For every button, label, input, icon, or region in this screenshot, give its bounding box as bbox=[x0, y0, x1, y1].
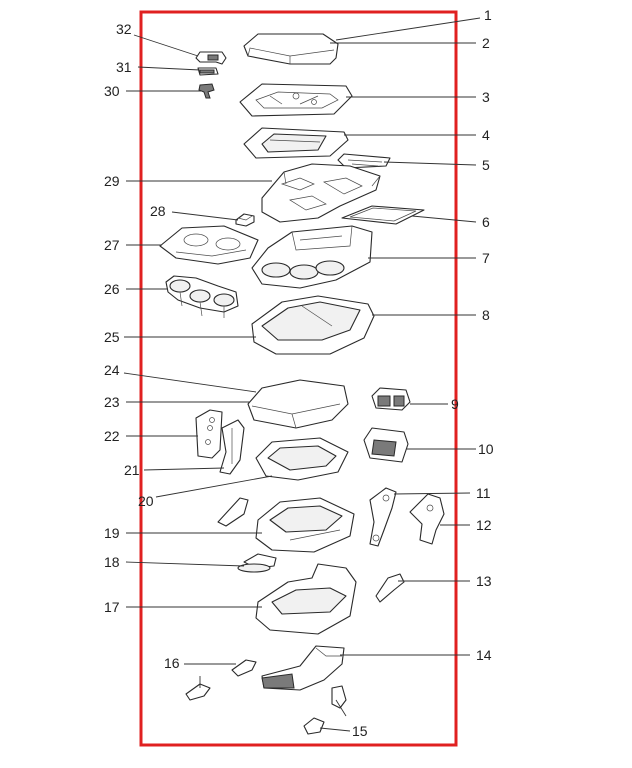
callout-30: 30 bbox=[104, 83, 120, 99]
part-link-arm bbox=[218, 498, 248, 526]
part-28-block bbox=[236, 214, 254, 226]
callout-13: 13 bbox=[476, 573, 492, 589]
callout-26: 26 bbox=[104, 281, 120, 297]
diagram-frame bbox=[141, 12, 456, 745]
callout-1: 1 bbox=[484, 7, 492, 23]
callout-25: 25 bbox=[104, 329, 120, 345]
callout-7: 7 bbox=[482, 250, 490, 266]
callout-15: 15 bbox=[352, 723, 368, 739]
part-14-duct bbox=[262, 646, 344, 690]
callout-20: 20 bbox=[138, 493, 154, 509]
part-21-bracket bbox=[220, 420, 244, 474]
part-31-latch-block bbox=[198, 68, 218, 75]
callout-3: 3 bbox=[482, 89, 490, 105]
part-11-hinge-arm bbox=[370, 488, 396, 546]
callout-17: 17 bbox=[104, 599, 120, 615]
callout-24: 24 bbox=[104, 362, 120, 378]
callout-2: 2 bbox=[482, 35, 490, 51]
callout-21: 21 bbox=[124, 462, 140, 478]
part-16-brackets bbox=[186, 660, 256, 700]
part-18-pad bbox=[238, 554, 276, 572]
part-23-armrest-pad bbox=[248, 380, 348, 428]
callout-31: 31 bbox=[116, 59, 132, 75]
part-12-hinge-bracket bbox=[410, 494, 444, 544]
part-22-mounting-plate bbox=[196, 410, 222, 458]
callout-29: 29 bbox=[104, 173, 120, 189]
callout-6: 6 bbox=[482, 214, 490, 230]
part-19-base-housing bbox=[256, 498, 354, 552]
callout-19: 19 bbox=[104, 525, 120, 541]
part-4-lid-frame bbox=[244, 128, 348, 158]
part-13-bracket bbox=[376, 574, 404, 602]
callout-18: 18 bbox=[104, 554, 120, 570]
part-17-lower-bin bbox=[256, 564, 356, 634]
callout-27: 27 bbox=[104, 237, 120, 253]
callout-23: 23 bbox=[104, 394, 120, 410]
callout-9: 9 bbox=[451, 396, 459, 412]
part-7-bin-housing bbox=[252, 226, 372, 288]
callout-12: 12 bbox=[476, 517, 492, 533]
callout-4: 4 bbox=[482, 127, 490, 143]
part-6-mat bbox=[342, 206, 424, 224]
part-26-cupholders bbox=[166, 276, 238, 318]
part-2-armrest-top-cover bbox=[244, 34, 338, 64]
part-10-latch-assembly bbox=[364, 428, 408, 462]
callout-11: 11 bbox=[476, 485, 491, 501]
callout-14: 14 bbox=[476, 647, 492, 663]
callout-16: 16 bbox=[164, 655, 180, 671]
part-27-cupholder-tray bbox=[160, 226, 258, 264]
callout-28: 28 bbox=[150, 203, 166, 219]
part-3-lid-inner-panel bbox=[240, 84, 352, 116]
callout-8: 8 bbox=[482, 307, 490, 323]
part-20-tray bbox=[256, 438, 348, 480]
part-32-latch-handle bbox=[196, 52, 226, 64]
callout-5: 5 bbox=[482, 157, 490, 173]
callout-10: 10 bbox=[478, 441, 494, 457]
part-15-clips bbox=[304, 686, 346, 734]
callout-32: 32 bbox=[116, 21, 132, 37]
part-25-bin-liner bbox=[252, 296, 374, 354]
part-9-latch bbox=[372, 388, 410, 410]
callout-22: 22 bbox=[104, 428, 120, 444]
